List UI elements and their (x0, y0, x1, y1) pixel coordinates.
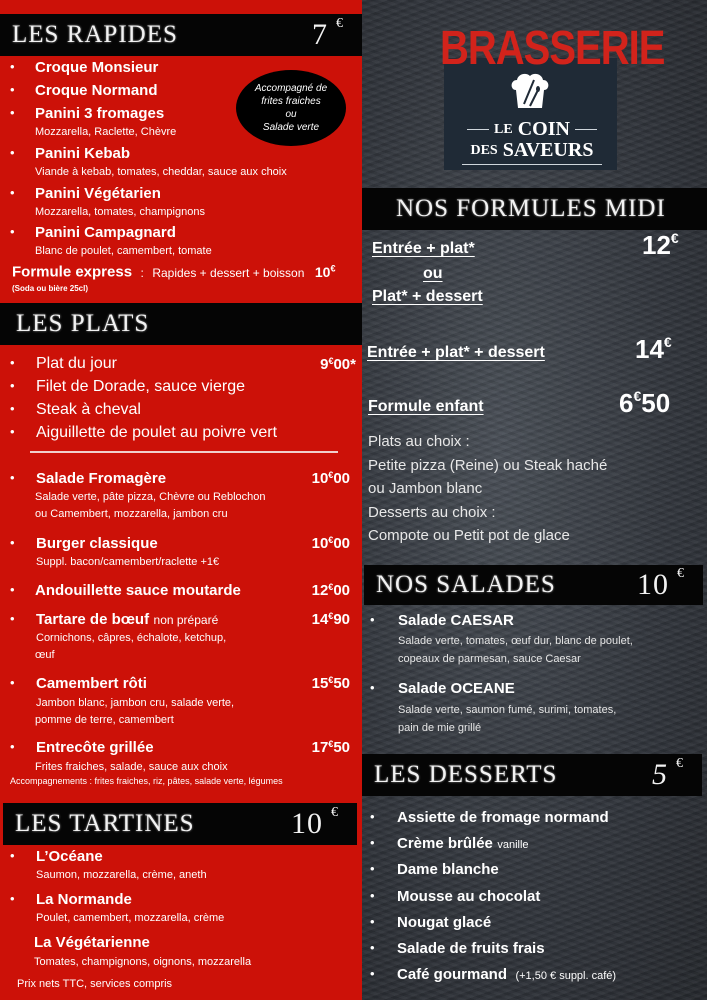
bullet-icon: • (10, 224, 15, 239)
bullet-icon: • (370, 835, 375, 850)
chef-hat-cutlery-icon (508, 72, 552, 110)
bullet-icon: • (10, 675, 15, 690)
tartines-banner (3, 803, 357, 845)
bullet-icon: • (370, 612, 375, 627)
bullet-icon: • (10, 470, 15, 485)
accompagnements-note: Accompagnements : frites fraiches, riz, pâtes, salade verte, légumes (10, 776, 283, 786)
decorative-line (467, 129, 489, 130)
accompaniment-badge (236, 70, 346, 146)
formule-enfant: Formule enfant (368, 398, 484, 415)
detail-line: Compote ou Petit pot de glace (368, 527, 570, 544)
item-name: Plat du jour (36, 355, 117, 372)
salades-banner (364, 565, 703, 605)
divider (30, 451, 338, 453)
brand-subtitle (452, 118, 612, 165)
formule-express-label: Formule express (12, 263, 133, 281)
bullet-icon: • (10, 145, 15, 160)
bullet-icon: • (10, 82, 15, 97)
item-price: 14€90 (311, 611, 350, 628)
bullet-icon: • (10, 355, 15, 370)
logo-text: DES (470, 142, 498, 158)
decorative-line (575, 129, 597, 130)
detail-line: ou Jambon blanc (368, 480, 483, 497)
bullet-icon: • (10, 185, 15, 200)
bullet-icon: • (370, 680, 375, 695)
rapides-banner (0, 14, 362, 56)
item-name-line: Crème brûlée vanille (397, 835, 529, 852)
bullet-icon: • (10, 582, 15, 597)
tartines-title: LES TARTINES (15, 810, 195, 837)
bullet-icon: • (10, 848, 15, 863)
logo-text: SAVEURS (502, 139, 594, 161)
bullet-icon: • (10, 739, 15, 754)
item-price: 10€00 (311, 535, 350, 552)
badge-line: frites fraiches (261, 96, 321, 107)
item-price: 12€00 (311, 582, 350, 599)
logo-text: COIN (517, 118, 570, 140)
bullet-icon: • (10, 424, 15, 439)
item-name-line: Café gourmand (+1,50 € suppl. café) (397, 966, 617, 983)
bullet-icon: • (10, 105, 15, 120)
plats-title: LES PLATS (16, 310, 150, 337)
item-price: 17€50 (311, 739, 350, 756)
desserts-banner (362, 754, 702, 796)
formule-enfant-details (368, 430, 607, 548)
salades-price: 10 € (637, 566, 685, 601)
rapides-price: 7 € (312, 16, 344, 51)
left-column: LES RAPIDES 7 € • Croque Monsieur • Croque Normand • Panini 3 fromages Mozzarella, Raclette, Chèvre • Panini Kebab Viande à kebab, tomates, cheddar, sauce aux choix • Panini Végétarien Mozzarella, tomates, champignons • Panini Campagnard Blanc de poulet, camembert, tomate Accompagné de frites fraiches ou Salade verte Formule express : Rapides + dessert + boisson 10€ (Soda ou bière 25cl) LES PLATS • Plat du jour 9€00* • Filet de Dorade, sauce vierge • Steak à cheval • Aiguillette de poulet au poivre vert • Salade Fromagère Salade verte, pâte pizza, Chèvre ou Reblochon ou Camembert, mozzarella, jambon cru 10€00 • Burger classique Suppl. bacon/camembert/raclette +1€ 10€00 • Andouillette sauce moutarde 12€00 • Tartare de bœuf non préparé Cornichons, câpres, échalote, ketchup, œuf 14€90 • Camembert rôti Jambon blanc, jambon cru, salade verte, pomme de terre, camembert 15€50 • Entrecôte grillée Frites fraiches, salade, sauce aux choix 17€50 Accompagnements : frites fraiches, riz, pâtes, salade verte, légumes LES TARTINES 10 € • L’Océane Saumon, mozzarella, crème, aneth • La Normande Poulet, camembert, mozzarella, crème La Végétarienne Tomates, champignons, oignons, mozzarella Prix nets TTC, services compris (0, 0, 362, 1000)
formule-enfant-price: 6€50 (619, 388, 671, 418)
right-column: BRASSERIE LE COIN DES SAVEURS NOS FORMULES MIDI Entrée + plat* ou Plat* + dessert 12€ Entrée + plat* + dessert 14€ Formule enfant 6€50 Plats au choix : Petite pizza (Reine) ou Steak haché ou Jambon blanc Desserts au choix : Compote ou Petit pot de glace NOS SALADES 10 € • Salade CAESAR Salade verte, tomates, œuf dur, blanc de poulet, copeaux de parmesan, sauce Caesar • Salade OCEANE Salade verte, saumon fumé, surimi, tomates, pain de mie grillé LES DESSERTS 5 € • Assiette de fromage normand • Crème brûlée vanille • Dame blanche • Mousse au chocolat • Nougat glacé • Salade de fruits frais • Café gourmand (+1,50 € suppl. café) (362, 0, 707, 1000)
separator: : (140, 265, 144, 280)
badge-line: Salade verte (262, 122, 320, 133)
detail-line: Plats au choix : (368, 433, 470, 450)
bullet-icon: • (370, 966, 375, 981)
formule-plat-dessert: Plat* + dessert (372, 288, 483, 305)
formule-express-price: 10€ (314, 263, 336, 280)
logo-text: LE (494, 121, 513, 137)
formule-express-note: (Soda ou bière 25cl) (12, 284, 89, 293)
formule-1-price: 12€ (642, 230, 679, 260)
decorative-line (462, 164, 602, 165)
bullet-icon: • (370, 914, 375, 929)
plat-du-jour-price: 9€00* (320, 356, 356, 373)
bullet-icon: • (10, 59, 15, 74)
bullet-icon: • (10, 611, 15, 626)
desserts-title: LES DESSERTS (374, 761, 558, 788)
plats-banner (0, 303, 362, 345)
bullet-icon: • (10, 535, 15, 550)
formule-2-price: 14€ (635, 334, 672, 364)
formules-title: NOS FORMULES MIDI (396, 195, 666, 222)
bullet-icon: • (10, 401, 15, 416)
item-name-line: Tartare de bœuf non préparé (36, 611, 219, 628)
detail-line: Petite pizza (Reine) ou Steak haché (368, 456, 608, 474)
item-price: 10€00 (311, 470, 350, 487)
formule-complete: Entrée + plat* + dessert (367, 344, 545, 361)
prices-footer-note: Prix nets TTC, services compris (17, 978, 173, 990)
bullet-icon: • (370, 940, 375, 955)
item-price: 15€50 (311, 675, 350, 692)
item-name: Aiguillette de poulet au poivre vert (36, 424, 278, 441)
rapides-title: LES RAPIDES (12, 21, 178, 48)
item-name: Filet de Dorade, sauce vierge (36, 378, 245, 395)
bullet-icon: • (370, 861, 375, 876)
formule-or: ou (423, 265, 443, 282)
item-name: Steak à cheval (36, 401, 141, 418)
formule-express (12, 263, 335, 282)
detail-line: Desserts au choix : (368, 503, 496, 521)
salades-title: NOS SALADES (376, 571, 556, 598)
bullet-icon: • (10, 891, 15, 906)
tartines-price: 10 € (291, 805, 339, 840)
brand-name: BRASSERIE (440, 22, 665, 75)
bullet-icon: • (10, 378, 15, 393)
formule-express-content: Rapides + dessert + boisson (152, 265, 305, 280)
bullet-icon: • (370, 809, 375, 824)
bullet-icon: • (370, 888, 375, 903)
badge-line: ou (285, 109, 297, 120)
formules-banner (362, 188, 707, 230)
badge-line: Accompagné de (254, 83, 328, 94)
desserts-price: 5 € (652, 756, 684, 791)
formule-entree-plat: Entrée + plat* (372, 240, 475, 257)
